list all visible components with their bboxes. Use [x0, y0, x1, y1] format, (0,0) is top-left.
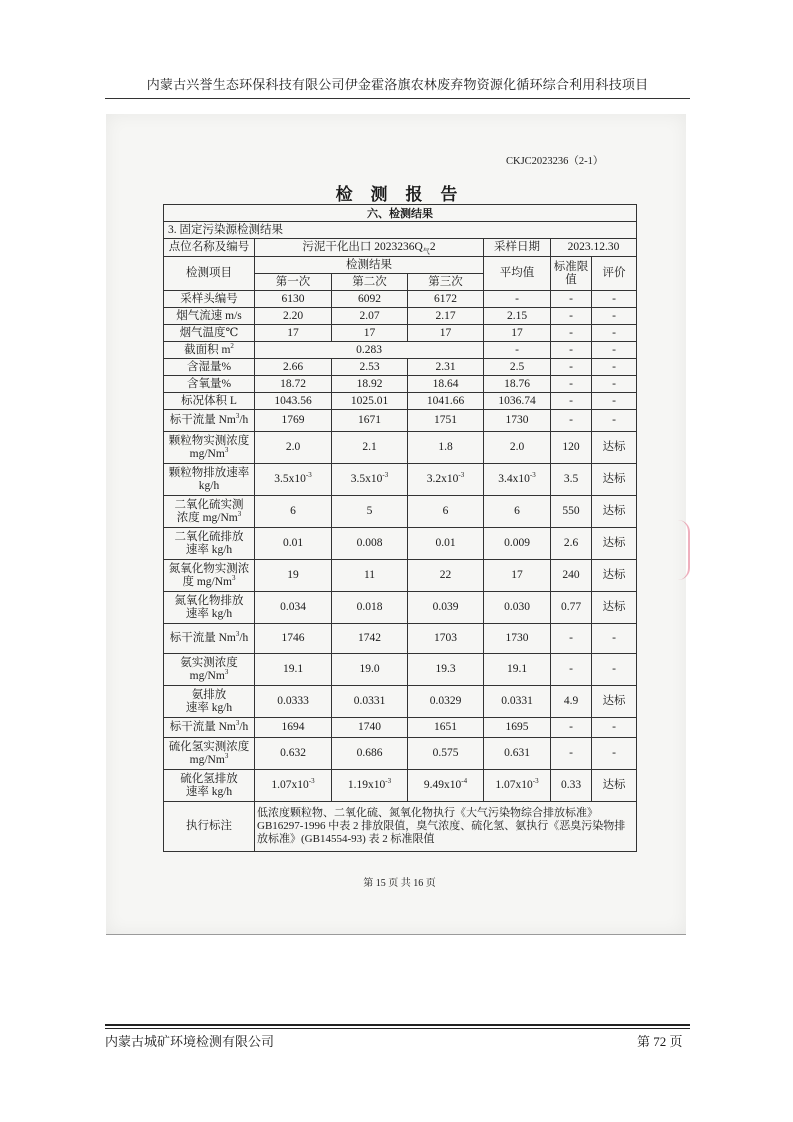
row-average: 6 [484, 496, 551, 528]
row-item-label: 含湿量% [164, 359, 255, 376]
row-limit: 2.6 [551, 528, 592, 560]
row-value-v2: $1.19x10^{-3}$ [332, 770, 408, 802]
subsection-title: 3. 固定污染源检测结果 [164, 222, 637, 239]
row-limit: - [551, 738, 592, 770]
row-value-v2: 1025.01 [332, 393, 408, 410]
row-item-label: 标干流量 Nm$^3$/h [164, 718, 255, 738]
row-value-v1: 6130 [255, 291, 332, 308]
table-row [164, 770, 637, 802]
row-average: 19.1 [484, 654, 551, 686]
table-row [164, 528, 637, 560]
row-value-v1: 0.034 [255, 592, 332, 624]
note-label: 执行标注 [164, 802, 255, 852]
table-row [164, 592, 637, 624]
row-evaluation: 达标 [592, 496, 637, 528]
row-value-v1: 2.66 [255, 359, 332, 376]
row-value-v1: 0.0333 [255, 686, 332, 718]
row-item-label: 颗粒物排放速率 kg/h [164, 464, 255, 496]
row-item-label: 二氧化硫排放 速率 kg/h [164, 528, 255, 560]
row-value-v2: 2.07 [332, 308, 408, 325]
row-average: 0.009 [484, 528, 551, 560]
row-value-v1: 0.632 [255, 738, 332, 770]
row-evaluation: - [592, 393, 637, 410]
row-value-v3: 1703 [408, 624, 484, 654]
row-value-v2: 0.008 [332, 528, 408, 560]
row-value-v3: 18.64 [408, 376, 484, 393]
row-item-label: 烟气温度℃ [164, 325, 255, 342]
row-item-label: 烟气流速 m/s [164, 308, 255, 325]
row-evaluation: - [592, 359, 637, 376]
row-limit: 0.33 [551, 770, 592, 802]
row-limit: - [551, 410, 592, 432]
row-average: - [484, 291, 551, 308]
row-limit: - [551, 718, 592, 738]
row-average: 17 [484, 560, 551, 592]
row-value-v2: 11 [332, 560, 408, 592]
row-evaluation: 达标 [592, 432, 637, 464]
row-value-v1: $3.5x10^{-3}$ [255, 464, 332, 496]
row-limit: 0.77 [551, 592, 592, 624]
table-row [164, 496, 637, 528]
row-value-v2: $3.5x10^{-3}$ [332, 464, 408, 496]
row-evaluation: - [592, 308, 637, 325]
row-value-v2: 6092 [332, 291, 408, 308]
table-row [164, 624, 637, 654]
row-item-label: 硫化氢排放 速率 kg/h [164, 770, 255, 802]
row-limit: - [551, 376, 592, 393]
row-value-v2: 1740 [332, 718, 408, 738]
row-evaluation: - [592, 738, 637, 770]
row-item-label: 颗粒物实测浓度 mg/Nm$^3$ [164, 432, 255, 464]
row-limit: - [551, 654, 592, 686]
row-value-v2: 1742 [332, 624, 408, 654]
row-average: 2.0 [484, 432, 551, 464]
row-value-v2: 2.1 [332, 432, 408, 464]
table-row [164, 738, 637, 770]
row-limit: - [551, 325, 592, 342]
row-limit: - [551, 393, 592, 410]
row-item-label: 含氧量% [164, 376, 255, 393]
row-evaluation: 达标 [592, 770, 637, 802]
row-value-v3: $3.2x10^{-3}$ [408, 464, 484, 496]
row-value-v3: 1651 [408, 718, 484, 738]
row-value-v3: 22 [408, 560, 484, 592]
row-value-v1: 0.01 [255, 528, 332, 560]
report-code: CKJC2023236（2-1） [506, 156, 604, 167]
row-limit: - [551, 308, 592, 325]
row-value-v1: 1746 [255, 624, 332, 654]
table-row [164, 718, 637, 738]
footer-rule [105, 1024, 690, 1026]
row-evaluation: - [592, 624, 637, 654]
row-average: 0.0331 [484, 686, 551, 718]
row-item-label: 标干流量 Nm$^3$/h [164, 624, 255, 654]
row-value-v3: 17 [408, 325, 484, 342]
header-results: 检测结果 [255, 257, 484, 274]
footer-company: 内蒙古城矿环境检测有限公司 [105, 1034, 275, 1049]
row-average: - [484, 342, 551, 359]
row-evaluation: 达标 [592, 464, 637, 496]
table-row [164, 291, 637, 308]
row-limit: - [551, 342, 592, 359]
row-evaluation: - [592, 376, 637, 393]
row-value-v3: 1751 [408, 410, 484, 432]
row-merged-value: 0.283 [255, 342, 484, 359]
row-value-v2: 1671 [332, 410, 408, 432]
row-value-v3: 6172 [408, 291, 484, 308]
row-evaluation: - [592, 654, 637, 686]
table-row [164, 308, 637, 325]
table-row [164, 376, 637, 393]
table-row [164, 654, 637, 686]
row-value-v1: 1769 [255, 410, 332, 432]
header-r1: 第一次 [255, 274, 332, 291]
row-value-v1: $1.07x10^{-3}$ [255, 770, 332, 802]
table-row-note [164, 802, 637, 852]
row-value-v3: 2.17 [408, 308, 484, 325]
row-value-v2: 19.0 [332, 654, 408, 686]
row-item-label: 氨排放 速率 kg/h [164, 686, 255, 718]
row-value-v1: 19.1 [255, 654, 332, 686]
row-evaluation: - [592, 410, 637, 432]
row-evaluation: - [592, 291, 637, 308]
header-r2: 第二次 [332, 274, 408, 291]
site-label: 点位名称及编号 [164, 239, 255, 257]
row-evaluation: 达标 [592, 528, 637, 560]
report-page-number: 第 15 页 共 16 页 [363, 878, 436, 889]
row-item-label: 氮氧化物排放 速率 kg/h [164, 592, 255, 624]
row-average: $3.4x10^{-3}$ [484, 464, 551, 496]
row-item-label: 截面积 $m^2$ [164, 342, 255, 359]
table-row [164, 393, 637, 410]
sample-date-value: 2023.12.30 [551, 239, 637, 257]
table-row [164, 342, 637, 359]
row-average: 1730 [484, 624, 551, 654]
row-value-v1: 18.72 [255, 376, 332, 393]
row-average: 0.631 [484, 738, 551, 770]
results-table [163, 204, 637, 852]
header-avg: 平均值 [484, 257, 551, 291]
row-value-v1: 17 [255, 325, 332, 342]
row-value-v1: 19 [255, 560, 332, 592]
row-value-v3: 1041.66 [408, 393, 484, 410]
row-value-v3: 0.0329 [408, 686, 484, 718]
table-row [164, 432, 637, 464]
row-value-v2: 0.018 [332, 592, 408, 624]
row-average: 1036.74 [484, 393, 551, 410]
row-item-label: 采样头编号 [164, 291, 255, 308]
row-evaluation: - [592, 342, 637, 359]
row-value-v1: 2.0 [255, 432, 332, 464]
table-row [164, 325, 637, 342]
row-value-v2: 18.92 [332, 376, 408, 393]
row-value-v2: 0.0331 [332, 686, 408, 718]
row-limit: - [551, 624, 592, 654]
row-limit: 240 [551, 560, 592, 592]
table-row [164, 560, 637, 592]
row-limit: 550 [551, 496, 592, 528]
row-average: $1.07x10^{-3}$ [484, 770, 551, 802]
row-value-v3: 0.039 [408, 592, 484, 624]
header-r3: 第三次 [408, 274, 484, 291]
row-value-v3: 2.31 [408, 359, 484, 376]
row-value-v3: 19.3 [408, 654, 484, 686]
footer-rule-thin [105, 1028, 690, 1029]
header-limit: 标准限值 [551, 257, 592, 291]
row-value-v2: 0.686 [332, 738, 408, 770]
page-header: 内蒙古兴誉生态环保科技有限公司伊金霍洛旗农林废弃物资源化循环综合利用科技项目 [105, 74, 690, 99]
report-title: 检 测 报 告 [335, 185, 464, 205]
row-average: 1730 [484, 410, 551, 432]
row-limit: - [551, 291, 592, 308]
row-value-v3: 0.01 [408, 528, 484, 560]
row-value-v3: $9.49x10^{-4}$ [408, 770, 484, 802]
section-title: 六、检测结果 [164, 205, 637, 222]
row-evaluation: 达标 [592, 560, 637, 592]
row-evaluation: - [592, 325, 637, 342]
table-row [164, 359, 637, 376]
row-item-label: 氮氧化物实测浓 度 mg/Nm$^3$ [164, 560, 255, 592]
row-value-v3: 6 [408, 496, 484, 528]
header-eval: 评价 [592, 257, 637, 291]
sample-date-label: 采样日期 [484, 239, 551, 257]
row-value-v3: 0.575 [408, 738, 484, 770]
row-item-label: 二氧化硫实测 浓度 mg/Nm$^3$ [164, 496, 255, 528]
row-limit: 3.5 [551, 464, 592, 496]
table-row [164, 686, 637, 718]
row-value-v1: 2.20 [255, 308, 332, 325]
row-limit: 120 [551, 432, 592, 464]
row-value-v1: 1043.56 [255, 393, 332, 410]
table-row [164, 464, 637, 496]
row-average: 18.76 [484, 376, 551, 393]
row-value-v2: 5 [332, 496, 408, 528]
row-average: 17 [484, 325, 551, 342]
row-evaluation: - [592, 718, 637, 738]
row-item-label: 氨实测浓度 mg/Nm$^3$ [164, 654, 255, 686]
row-item-label: 标干流量 Nm$^3$/h [164, 410, 255, 432]
header-item: 检测项目 [164, 257, 255, 291]
row-average: 0.030 [484, 592, 551, 624]
row-value-v3: 1.8 [408, 432, 484, 464]
row-value-v2: 17 [332, 325, 408, 342]
row-value-v1: 6 [255, 496, 332, 528]
row-value-v1: 1694 [255, 718, 332, 738]
site-value: 污泥干化出口 $2023236Q_气2$ [255, 239, 484, 257]
seal-stamp-edge [678, 520, 690, 580]
footer-page-number: 第 72 页 [637, 1034, 683, 1049]
table-row [164, 410, 637, 432]
row-item-label: 硫化氢实测浓度 mg/Nm$^3$ [164, 738, 255, 770]
row-limit: - [551, 359, 592, 376]
row-value-v2: 2.53 [332, 359, 408, 376]
row-average: 2.5 [484, 359, 551, 376]
row-evaluation: 达标 [592, 686, 637, 718]
note-text: 低浓度颗粒物、二氧化硫、氮氧化物执行《大气污染物综合排放标准》GB16297-1996 中表 2 排放限值，臭气浓度、硫化氢、氨执行《恶臭污染物排放标准》(GB14554-93) 表 2 标准限值 [255, 802, 637, 852]
row-limit: 4.9 [551, 686, 592, 718]
row-average: 1695 [484, 718, 551, 738]
row-average: 2.15 [484, 308, 551, 325]
row-item-label: 标况体积 L [164, 393, 255, 410]
row-evaluation: 达标 [592, 592, 637, 624]
